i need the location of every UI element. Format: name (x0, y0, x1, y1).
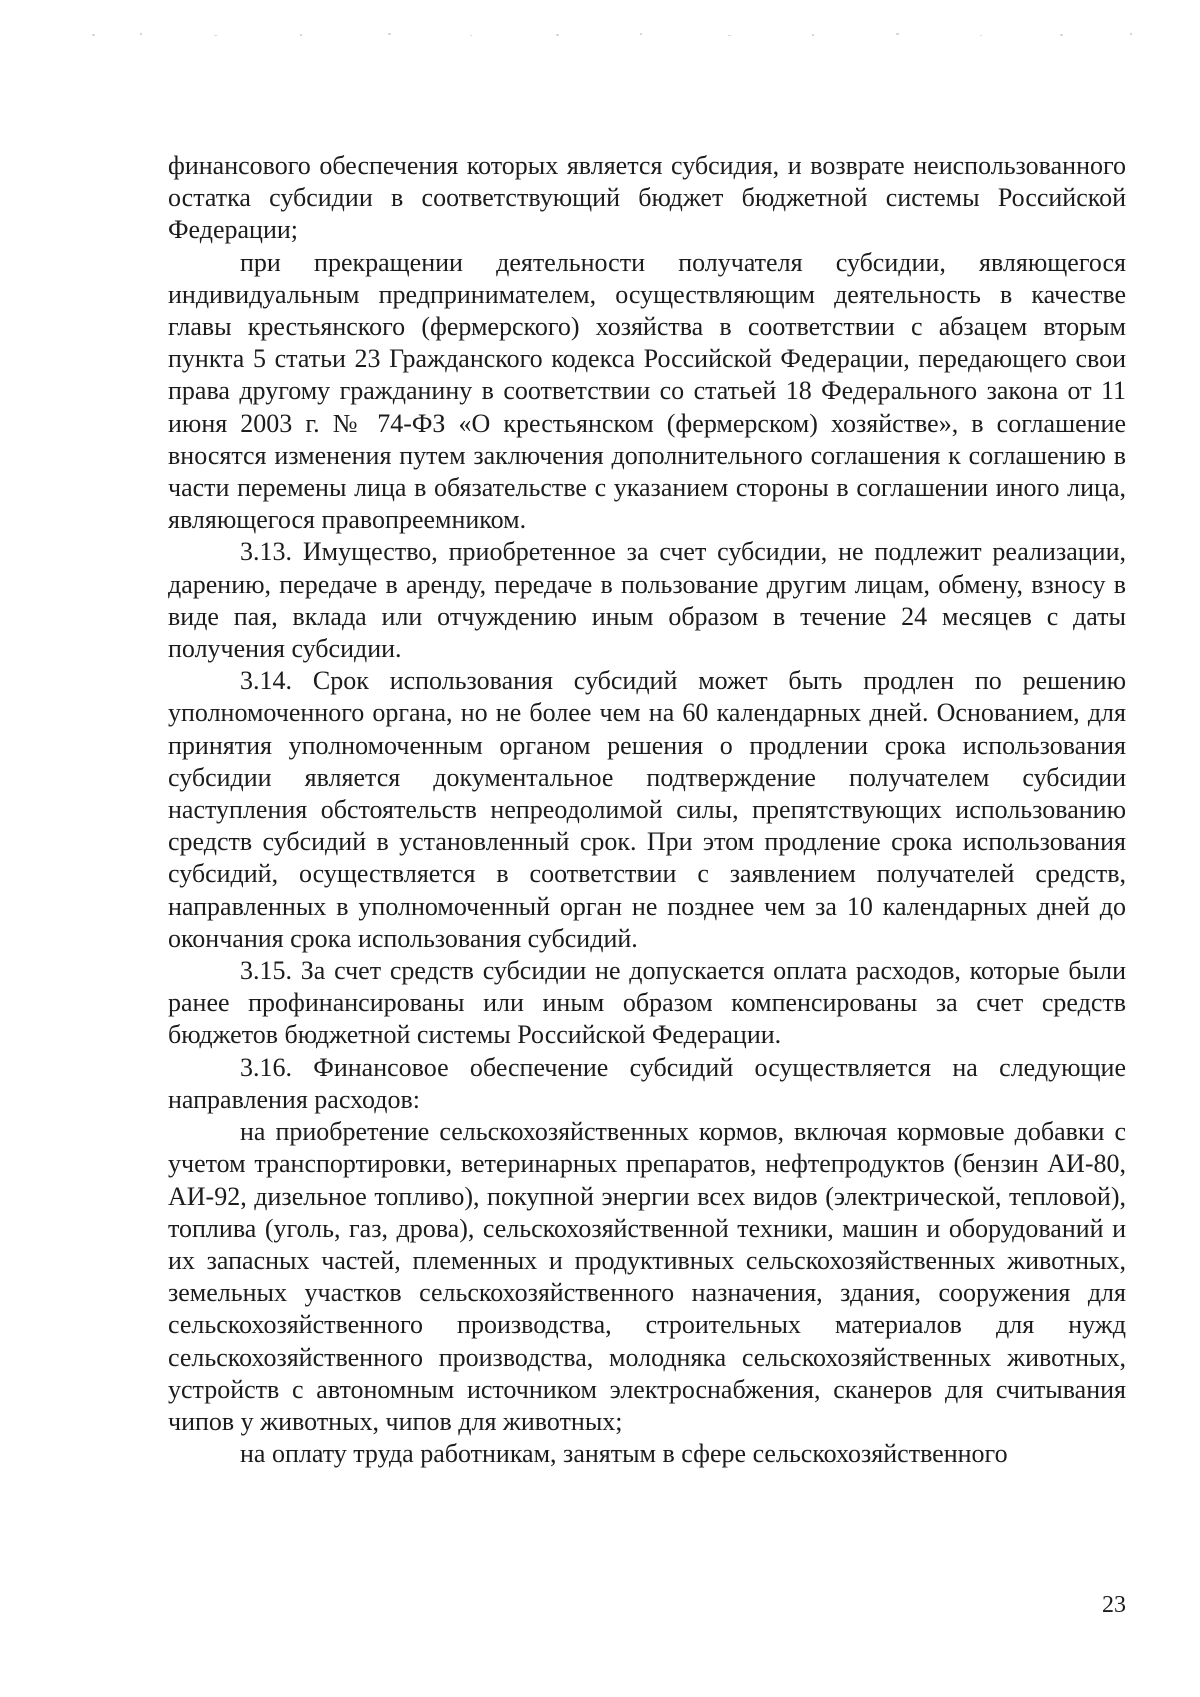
paragraph-labor-payment: на оплату труда работникам, занятым в сфере сельскохозяйственного (240, 1439, 1008, 1469)
paragraph-3-14: 3.14. Срок использования субсидий может быть продлен по решению уполномоченного органа, но не более чем на 60 календарных дней. Основанием, для принятия уполномоченным органом решения о продлении срока использования субсидии является документальное подтверждение получателем субсидии наступления обстоятельств непреодолимой силы, препятствующих использованию средств субсидий в установленный срок. При этом продление срока использования субсидий, осуществляется в соответствии с заявлением получателей средств, направленных в уполномоченный орган не позднее чем за 10 календарных дней до окончания срока использования субсидий. (168, 666, 1126, 953)
body-text (168, 150, 1126, 1470)
paragraph-3-15: 3.15. За счет средств субсидии не допускается оплата расходов, которые были ранее профинансированы или иным образом компенсированы за счет средств бюджетов бюджетной системы Российской Федерации. (168, 956, 1126, 1050)
paragraph-3-16: 3.16. Финансовое обеспечение субсидий осуществляется на следующие направления расходов: (168, 1052, 1126, 1114)
paragraph-3-13: 3.13. Имущество, приобретенное за счет субсидии, не подлежит реализации, дарению, передаче в аренду, передаче в пользование другим лицам, обмену, взносу в виде пая, вклада или отчуждению иным образом в течение 24 месяцев с даты получения субсидии. (168, 537, 1126, 664)
paragraph-expense-list: на приобретение сельскохозяйственных кормов, включая кормовые добавки с учетом транспортировки, ветеринарных препаратов, нефтепродуктов (бензин АИ-80, АИ-92, дизельное топливо), покупной энергии всех видов (электрической, тепловой), топлива (уголь, газ, дрова), сельскохозяйственной техники, машин и оборудований и их запасных частей, племенных и продуктивных сельскохозяйственных животных, земельных участков сельскохозяйственного назначения, здания, сооружения для сельскохозяйственного производства, строительных материалов для нужд сельскохозяйственного производства, молодняка сельскохозяйственных животных, устройств с автономным источником электроснабжения, сканеров для считывания чипов у животных, чипов для животных; (168, 1117, 1126, 1436)
paragraph-continuation: финансового обеспечения которых является субсидия, и возврате неиспользованного остатка субсидии в соответствующий бюджет бюджетной системы Российской Федерации; (168, 151, 1126, 245)
paragraph-termination-clause: при прекращении деятельности получателя субсидии, являющегося индивидуальным предпринимателем, осуществляющим деятельность в качестве главы крестьянского (фермерского) хозяйства в соответствии с абзацем вторым пункта 5 статьи 23 Гражданского кодекса Российской Федерации, передающего свои права другому гражданину в соответствии со статьей 18 Федерального закона от 11 июня 2003 г. № 74-ФЗ «О крестьянском (фермерском) хозяйстве», в соглашение вносятся изменения путем заключения дополнительного соглашения к соглашению в части перемены лица в обязательстве с указанием стороны в соглашении иного лица, являющегося правопреемником. (168, 247, 1126, 535)
scan-noise-strip (0, 0, 1200, 60)
page-number: 23 (1102, 1592, 1126, 1618)
